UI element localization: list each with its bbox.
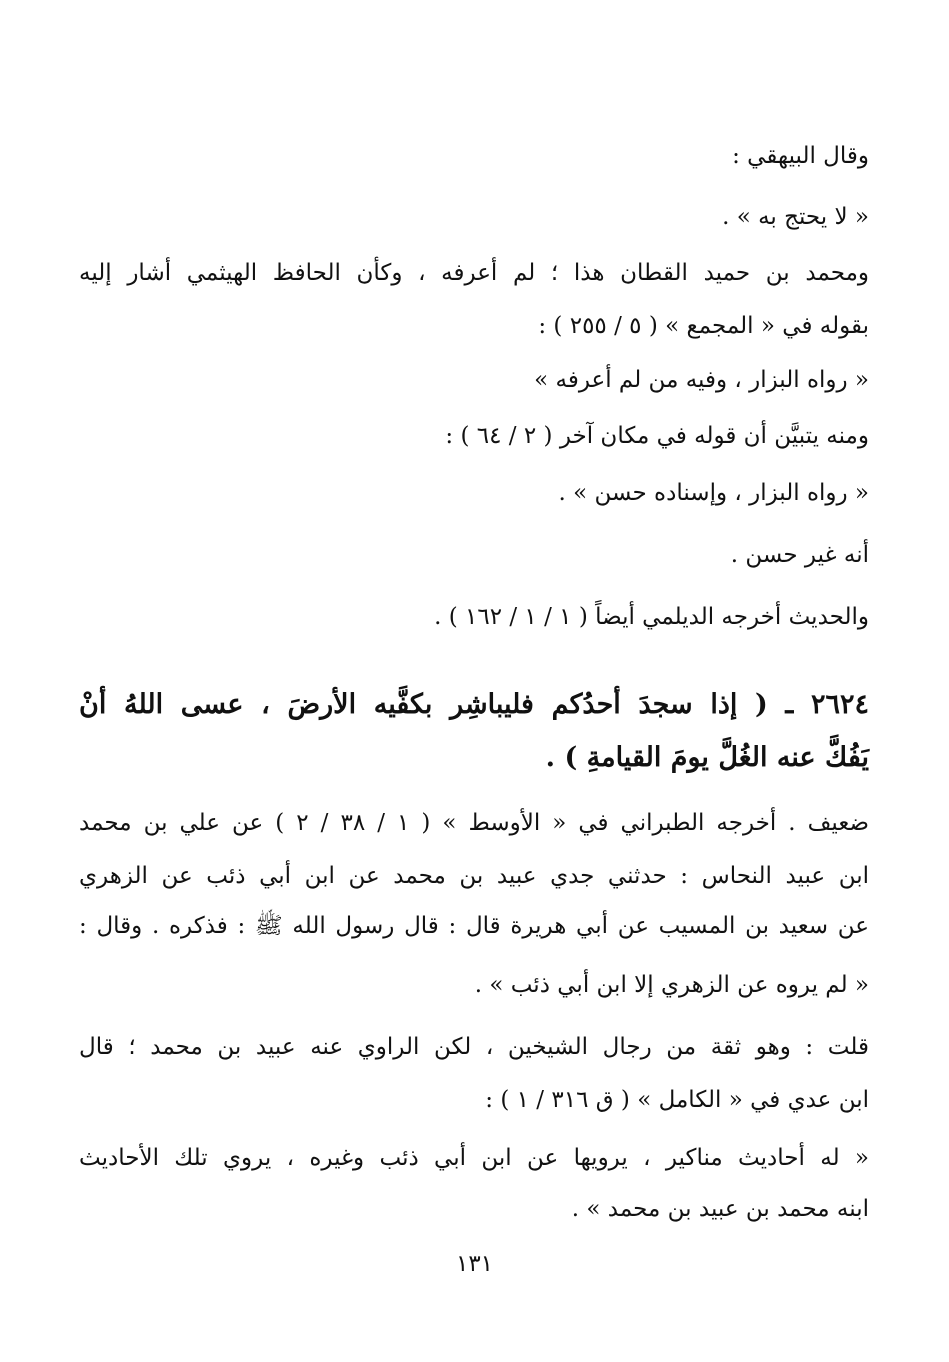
text-line: ومحمد بن حميد القطان هذا ؛ لم أعرفه ، وكأن الحافظ الهيثمي أشار إليه (79, 260, 869, 286)
text-line: والحديث أخرجه الديلمي أيضاً ( ١ / ١ / ١٦٢ ) . (434, 604, 869, 630)
text-line: « لم يروه عن الزهري إلا ابن أبي ذئب » . (474, 972, 869, 998)
hadith-heading-line: ٢٦٢٤ ـ ( إذا سجدَ أحدُكم فليباشِر بكفَّيه الأرضَ ، عسى اللهُ أنْ (79, 689, 869, 720)
text-line: بقوله في « المجمع » ( ٥ / ٢٥٥ ) : (538, 313, 869, 339)
text-line: ابن عدي في « الكامل » ( ق ٣١٦ / ١ ) : (485, 1087, 869, 1113)
text-line: « له أحاديث مناكير ، يرويها عن ابن أبي ذئب وغيره ، يروي تلك الأحاديث (79, 1145, 869, 1171)
text-line: عن سعيد بن المسيب عن أبي هريرة قال : قال رسول الله ﷺ : فذكره . وقال : (79, 913, 869, 939)
text-line: أنه غير حسن . (730, 542, 869, 568)
text-line: ومنه يتبيَّن أن قوله في مكان آخر ( ٢ / ٦٤ ) : (445, 423, 869, 449)
hadith-heading-line: يَفُكَّ عنه الغُلَّ يومَ القيامةِ ) . (545, 742, 869, 773)
text-line: وقال البيهقي : (732, 143, 869, 169)
text-line: ابنه محمد بن عبيد بن محمد » . (571, 1196, 869, 1222)
text-line: ضعيف . أخرجه الطبراني في « الأوسط » ( ١ / ٣٨ / ٢ ) عن علي بن محمد (79, 810, 869, 836)
page-number: ١٣١ (455, 1251, 494, 1277)
text-line: « لا يحتج به » . (722, 204, 869, 230)
text-line: « رواه البزار ، وفيه من لم أعرفه » (534, 367, 869, 393)
text-line: قلت : وهو ثقة من رجال الشيخين ، لكن الراوي عنه عبيد بن محمد ؛ قال (79, 1034, 869, 1060)
text-line: ابن عبيد النحاس : حدثني جدي عبيد بن محمد عن ابن أبي ذئب عن الزهري (79, 863, 869, 889)
text-line: « رواه البزار ، وإسناده حسن » . (558, 480, 869, 506)
